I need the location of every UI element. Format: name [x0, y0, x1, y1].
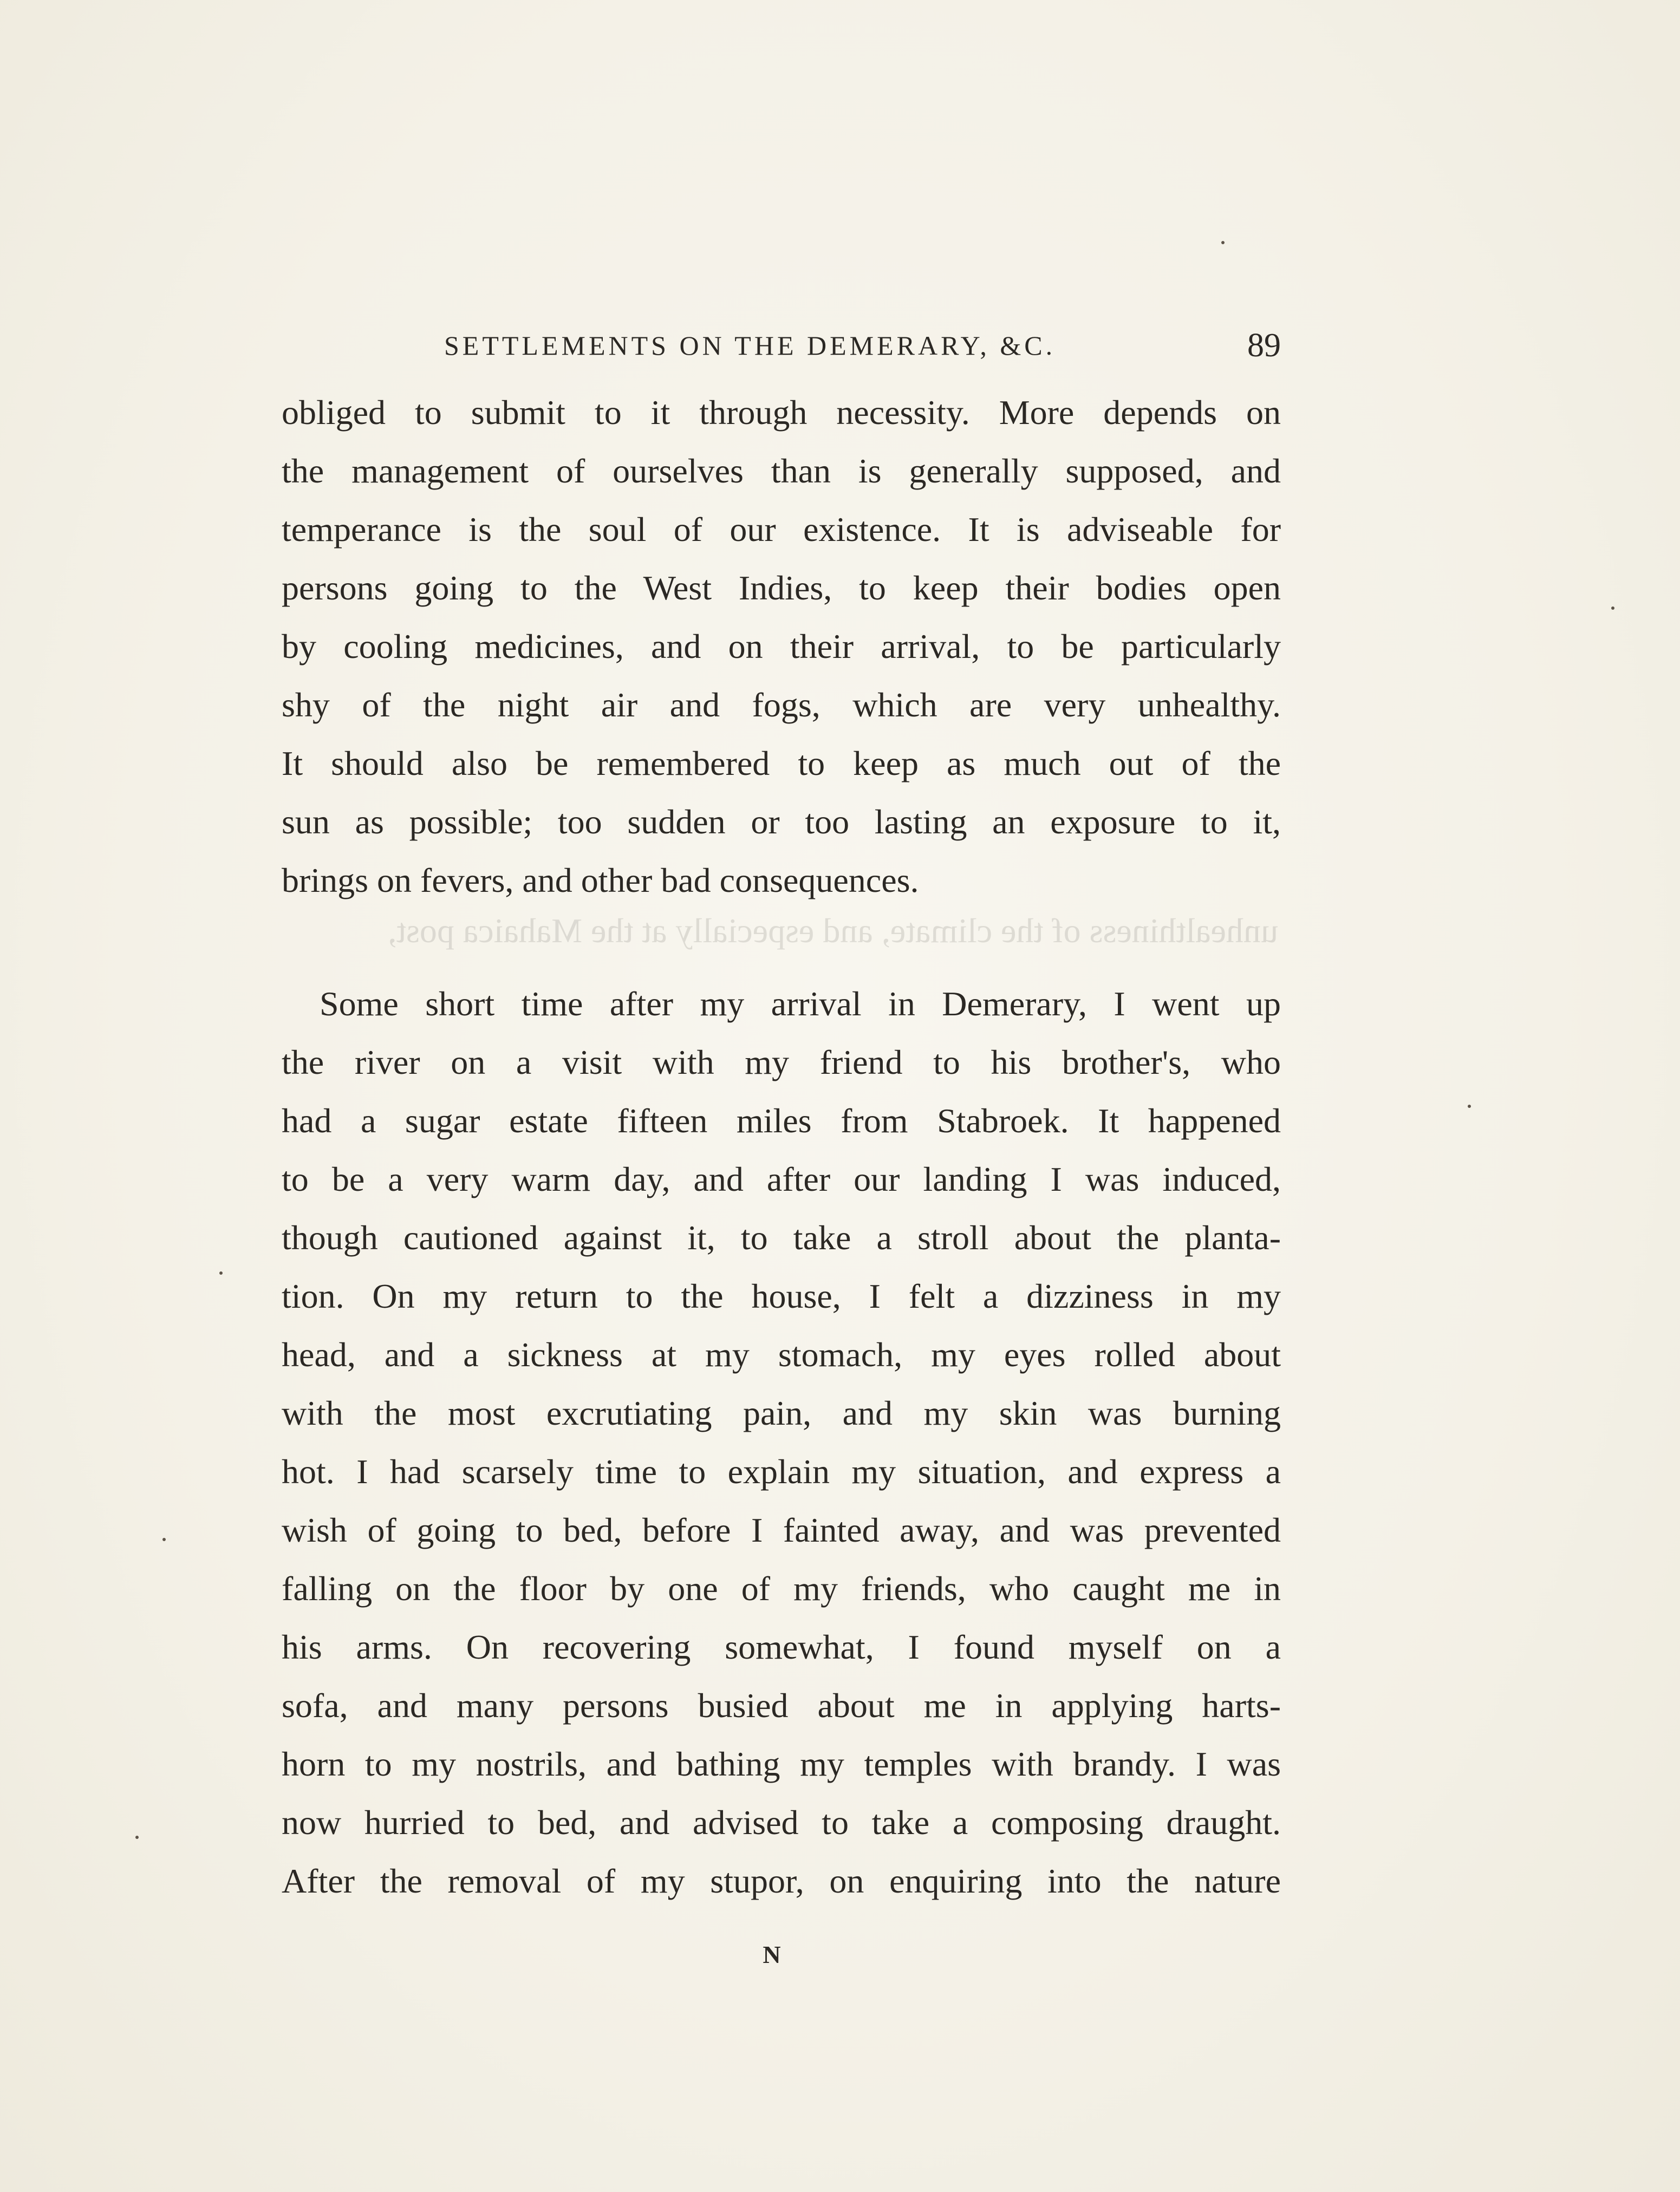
text-line: sofa, and many persons busied about me in applying harts-: [282, 1686, 1281, 1725]
paper-speck: [219, 1271, 223, 1275]
text-line: sun as possible; too sudden or too lasting an exposure to it,: [282, 803, 1281, 841]
text-line: obliged to submit to it through necessity. More depends on: [282, 393, 1281, 432]
text-line: his arms. On recovering somewhat, I found myself on a: [282, 1628, 1281, 1666]
paper-speck: [1611, 606, 1614, 610]
text-line: tion. On my return to the house, I felt a dizziness in my: [282, 1277, 1281, 1315]
text-line: falling on the floor by one of my friends, who caught me in: [282, 1569, 1281, 1608]
page-number: 89: [1247, 327, 1281, 364]
text-line: now hurried to bed, and advised to take a composing draught.: [282, 1803, 1281, 1842]
signature-mark: N: [763, 1941, 781, 1968]
text-line: It should also be remembered to keep as much out of the: [282, 744, 1281, 782]
running-head-title: SETTLEMENTS ON THE DEMERARY, &C.: [444, 330, 1056, 361]
text-line: After the removal of my stupor, on enquiring into the nature: [282, 1862, 1281, 1900]
text-line: head, and a sickness at my stomach, my eyes rolled about: [282, 1335, 1281, 1374]
text-line: by cooling medicines, and on their arrival, to be particularly: [282, 627, 1281, 666]
text-line: brings on fevers, and other bad consequences.: [282, 861, 919, 899]
show-through-line: unhealthiness of the climate, and especially at the Mahaica post,: [388, 911, 1278, 950]
text-line: shy of the night air and fogs, which are very unhealthy.: [282, 686, 1281, 724]
text-line: to be a very warm day, and after our landing I was induced,: [282, 1160, 1281, 1198]
paper-speck: [162, 1538, 166, 1541]
paper-speck: [1221, 241, 1225, 244]
text-line: wish of going to bed, before I fainted away, and was prevented: [282, 1511, 1281, 1549]
running-head: [282, 324, 1281, 367]
text-line: with the most excrutiating pain, and my skin was burning: [282, 1394, 1281, 1432]
text-line: had a sugar estate fifteen miles from Stabroek. It happened: [282, 1101, 1281, 1140]
paragraph-first-line: Some short time after my arrival in Demerary, I went up: [320, 984, 1281, 1023]
paper-speck: [135, 1836, 139, 1839]
text-line: the river on a visit with my friend to his brother's, who: [282, 1043, 1281, 1081]
text-line: the management of ourselves than is generally supposed, and: [282, 452, 1281, 490]
text-line: horn to my nostrils, and bathing my temples with brandy. I was: [282, 1745, 1281, 1783]
text-line: though cautioned against it, to take a stroll about the planta-: [282, 1218, 1281, 1257]
text-line: persons going to the West Indies, to keep their bodies open: [282, 569, 1281, 607]
text-line: temperance is the soul of our existence. It is adviseable for: [282, 510, 1281, 549]
paper-speck: [1468, 1105, 1471, 1108]
text-line: hot. I had scarsely time to explain my situation, and express a: [282, 1452, 1281, 1491]
